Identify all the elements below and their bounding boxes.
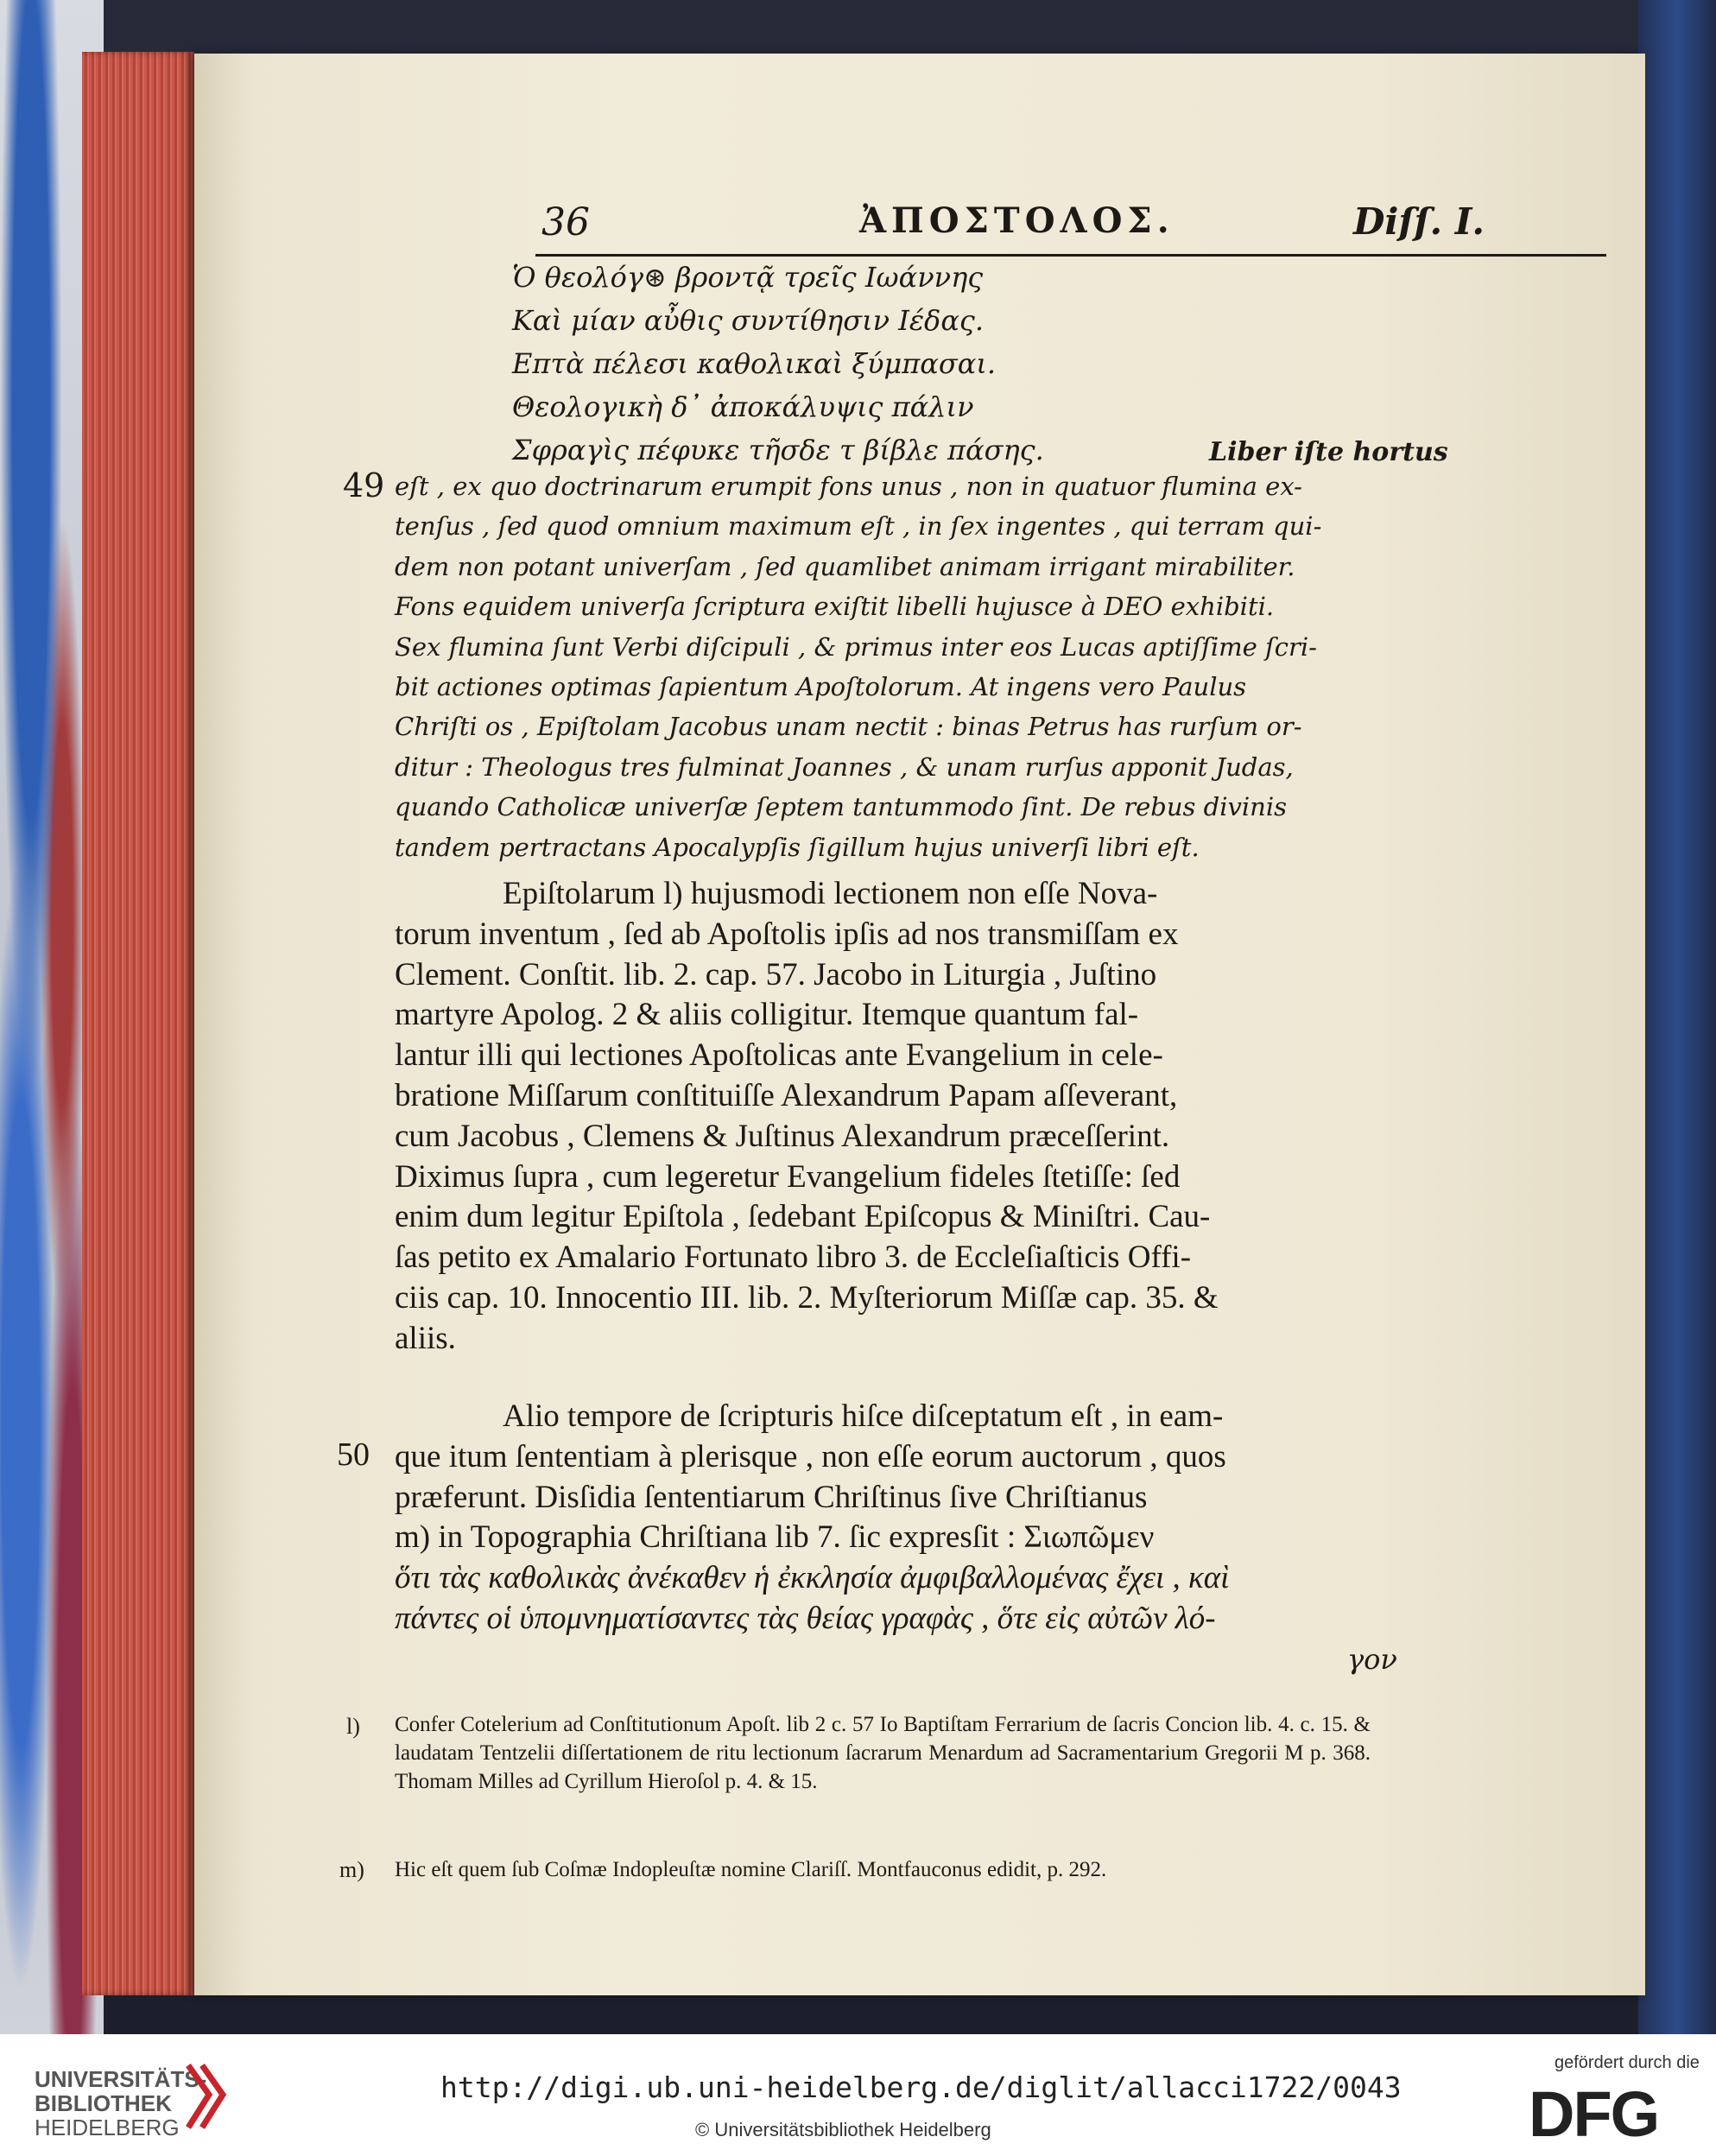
text-line: quando Catholicæ univerſæ ſeptem tantummodo ſint. De rebus divinis [395,792,1287,822]
red-page-edges [82,52,194,1995]
text-line: Diximus ſupra , cum legeretur Evangelium fideles ſtetiſſe: ſed [395,1158,1181,1195]
text-line: Epiſtolarum l) hujusmodi lectionem non eſſe Nova- [503,876,1158,911]
greek-verse: Καὶ μίαν αὖθις συντίθησιν Ιέδας. [512,304,985,337]
text-line: lantur illi qui lectiones Apoſtolicas ante Evangelium in cele- [395,1037,1163,1074]
marbled-edge-right [1638,0,1716,2034]
library-logo[interactable]: UNIVERSITÄTS- BIBLIOTHEK HEIDELBERG [35,2066,207,2140]
text-line: Clement. Conſtit. lib. 2. cap. 57. Jacobo in Liturgia , Juſtino [395,956,1157,992]
text-line: ditur : Theologus tres fulminat Joannes , & unam rurſus apponit Judas, [395,751,1294,782]
permalink-url[interactable]: http://digi.ub.uni-heidelberg.de/diglit/allacci1722/0043 [440,2070,1402,2104]
funding-note: gefördert durch die [1555,2053,1700,2072]
running-title: ἈΠΟΣΤΟΛΟΣ. [859,200,1175,241]
text-line: que itum ſententiam à plerisque , non eſſe eorum auctorum , quos [395,1438,1226,1474]
text-line: ὅτι τὰς καθολικὰς ἀνέκαθεν ἡ ἐκκλησία ἀμφιβαλλομένας ἔχει , καὶ [395,1560,1230,1596]
text-line: tandem pertractans Apocalypſis ſigillum hujus univerſi libri eſt. [395,832,1200,862]
text-line: tenſus , ſed quod omnium maximum eſt , in ſex ingentes , qui terram qui- [395,511,1322,542]
library-logo-icon [183,2060,235,2133]
dfg-logo[interactable]: DFG [1529,2078,1659,2150]
book-page [194,54,1645,1995]
footnote-mark: l) [346,1714,360,1739]
italic-paragraph [395,466,1371,867]
margin-number: 50 [337,1436,370,1473]
text-line: Sex flumina ſunt Verbi diſcipuli , & primus inter eos Lucas aptiſſime ſcri- [395,631,1317,662]
paragraph-2 [395,1397,1371,1639]
catchword: γον [1347,1643,1397,1676]
italic-lead: Liber iſte hortus [1209,437,1448,467]
text-line: martyre Apolog. 2 & aliis colligitur. Itemque quantum fal- [395,997,1139,1033]
text-line: Fons equidem univerſa ſcriptura exiſtit libelli hujusce à DEO exhibiti. [395,592,1275,622]
text-line: cum Jacobus , Clemens & Juſtinus Alexandrum præceſſerint. [395,1118,1170,1154]
paragraph-1 [395,874,1371,1360]
text-line: Alio tempore de ſcripturis hiſce diſceptatum eſt , in eam- [503,1398,1224,1434]
greek-verse: Σφραγὶς πέφυκε τῆσδε τ βίβλε πάσης. [512,434,1044,466]
text-line: bratione Miſſarum conſtituiſſe Alexandrum Papam aſſeverant, [395,1077,1178,1113]
text-line: m) in Topographia Chriſtiana lib 7. ſic expresſit : Σιωπῶμεν [395,1519,1155,1556]
text-line: ciis cap. 10. Innocentio III. lib. 2. Myſteriorum Miſſæ cap. 35. & [395,1279,1219,1316]
greek-verse: Ὁ θεολόγ⊛ βροντᾷ τρεῖς Ιωάννης [512,261,984,294]
greek-verse: Θεολογικὴ δ᾽ ἀποκάλυψις πάλιν [512,390,974,423]
text-line: aliis. [395,1320,456,1356]
text-line: enim dum legitur Epiſtola , ſedebant Epiſcopus & Miniſtri. Cau- [395,1199,1211,1235]
text-line: ſas petito ex Amalario Fortunato libro 3. de Eccleſiaſticis Offi- [395,1240,1192,1276]
text-line: torum inventum , ſed ab Apoſtolis ipſis ad nos transmiſſam ex [395,916,1179,952]
footnote: Confer Cotelerium ad Conſtitutionum Apoſt. lib 2 c. 57 Io Baptiſtam Ferrarium de ſacris Concion lib. 4. c. 15. & laudatam Tentzelii diſſertationem de ritu lectionum ſacrarum Menardum ad Sacramentarium Gregorii M p. 368. Thomam Milles ad Cyrillum Hieroſol p. 4. & 15. [395,1713,1371,1793]
footnote: Hic eſt quem ſub Coſmæ Indopleuſtæ nomine Clariſſ. Montfauconus edidit, p. 292. [395,1858,1107,1881]
text-line: præferunt. Disſidia ſententiarum Chriſtinus ſive Chriſtianus [395,1479,1148,1515]
text-line: Chriſti os , Epiſtolam Jacobus unam nectit : binas Petrus has rurſum or- [395,712,1302,742]
margin-number: 49 [343,466,385,504]
text-line: bit actiones optimas ſapientum Apoſtolorum. At ingens vero Paulus [395,672,1247,702]
footnote-mark: m) [339,1857,364,1882]
page-number: 36 [541,200,590,244]
greek-verse: Επτὰ πέλεσι καθολικαὶ ξύμπασαι. [512,347,997,380]
text-line: dem non potant univerſam , ſed quamlibet animam irrigant mirabiliter. [395,551,1295,581]
copyright-notice: © Universitätsbibliothek Heidelberg [695,2119,991,2140]
header-rule [535,254,1606,257]
viewer-footer [0,2034,1716,2156]
text-line: eſt , ex quo doctrinarum erumpit fons unus , non in quatuor flumina ex- [395,472,1302,501]
running-head-right: Diſſ. I. [1353,200,1485,243]
text-line: πάντες οἱ ὑπομνηματίσαντες τὰς θείας γραφὰς , ὅτε εἰς αὐτῶν λό- [395,1600,1216,1636]
